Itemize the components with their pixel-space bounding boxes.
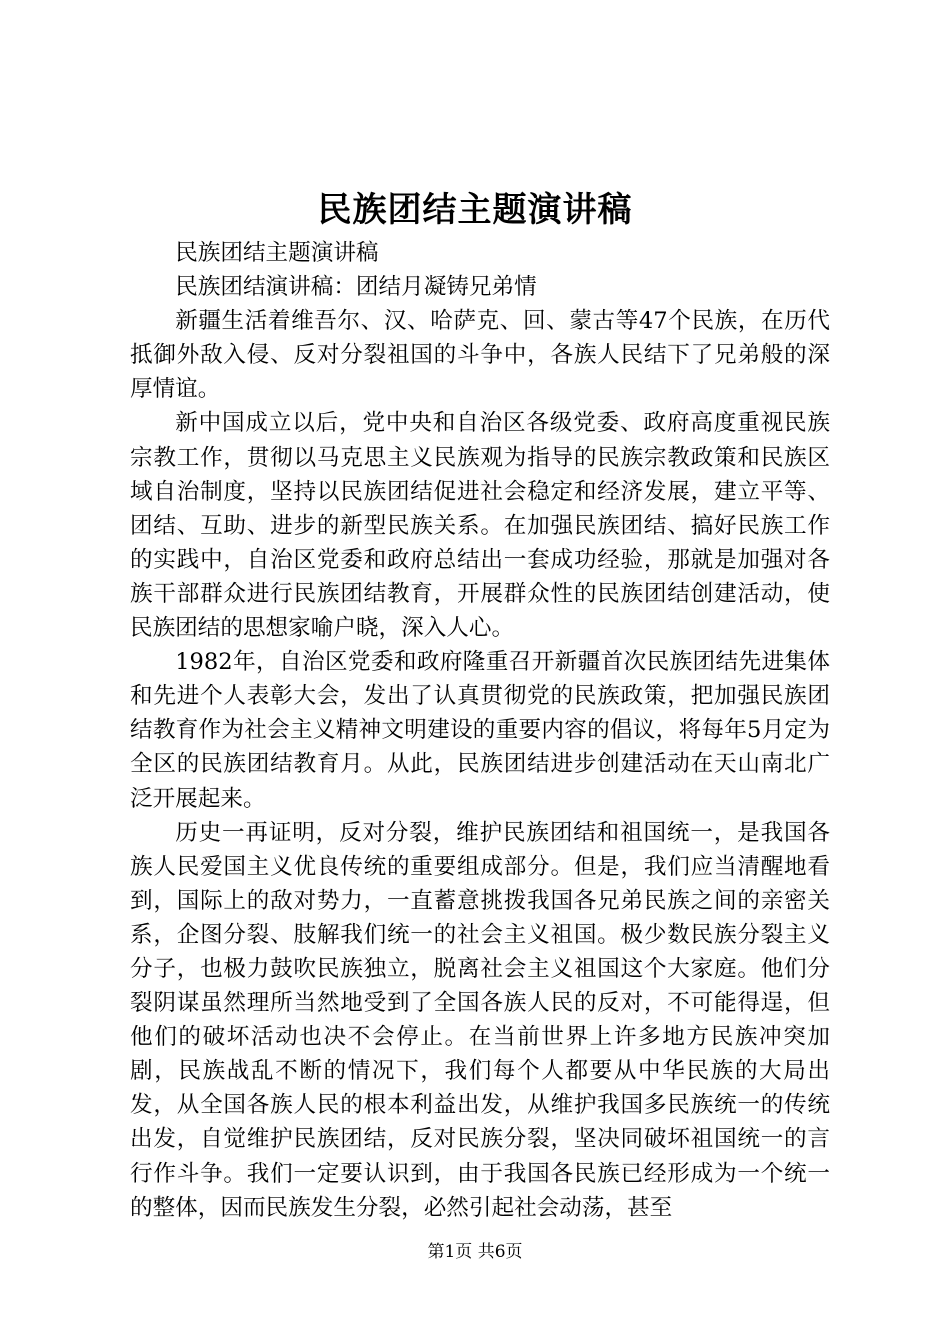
paragraph-4: 历史一再证明，反对分裂，维护民族团结和祖国统一，是我国各族人民爱国主义优良传统的重要组成部分。但是，我们应当清醒地看到，国际上的敌对势力，一直蓄意挑拨我国各兄弟民族之间的亲密关系，企图分裂、肢解我们统一的社会主义祖国。极少数民族分裂主义分子，也极力鼓吹民族独立，脱离社会主义祖国这个大家庭。他们分裂阴谋虽然理所当然地受到了全国各族人民的反对，不可能得逞，但他们的破坏活动也决不会停止。在当前世界上许多地方民族冲突加剧，民族战乱不断的情况下，我们每个人都要从中华民族的大局出发，从全国各族人民的根本利益出发，从维护我国多民族统一的传统出发，自觉维护民族团结，反对民族分裂，坚决同破坏祖国统一的言行作斗争。我们一定要认识到，由于我国各民族已经形成为一个统一的整体，因而民族发生分裂，必然引起社会动荡，甚至: [130, 819, 830, 1221]
paragraph-2: 新中国成立以后，党中央和自治区各级党委、政府高度重视民族宗教工作，贯彻以马克思主义民族观为指导的民族宗教政策和民族区域自治制度，坚持以民族团结促进社会稳定和经济发展，建立平等、团结、互助、进步的新型民族关系。在加强民族团结、搞好民族工作的实践中，自治区党委和政府总结出一套成功经验，那就是加强对各族干部群众进行民族团结教育，开展群众性的民族团结创建活动，使民族团结的思想家喻户晓，深入人心。: [130, 410, 830, 642]
page-footer: 第1页 共6页: [427, 1242, 523, 1262]
document-title: 民族团结主题演讲稿: [317, 190, 633, 230]
paragraph-1: 新疆生活着维吾尔、汉、哈萨克、回、蒙古等47个民族，在历代抵御外敌入侵、反对分裂祖国的斗争中，各族人民结下了兄弟般的深厚情谊。: [130, 308, 830, 403]
document-body: [130, 236, 830, 1225]
paragraph-subtitle: 民族团结主题演讲稿: [175, 240, 379, 266]
paragraph-3: 1982年，自治区党委和政府隆重召开新疆首次民族团结先进集体和先进个人表彰大会，发出了认真贯彻党的民族政策，把加强民族团结教育作为社会主义精神文明建设的重要内容的倡议，将每年5月定为全区的民族团结教育月。从此，民族团结进步创建活动在天山南北广泛开展起来。: [130, 649, 830, 812]
paragraph-heading: 民族团结演讲稿：团结月凝铸兄弟情: [175, 274, 537, 301]
